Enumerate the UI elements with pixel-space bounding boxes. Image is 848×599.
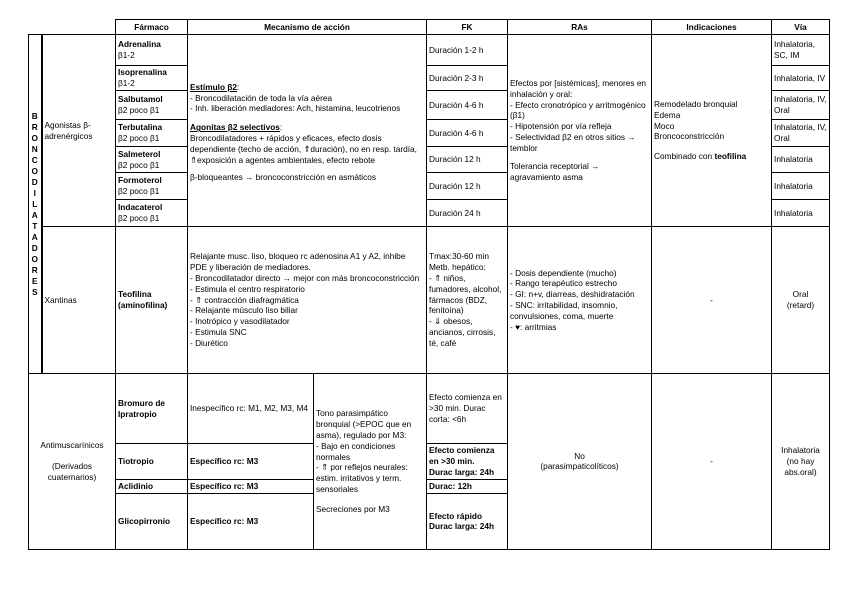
drug-terbutalina: Terbutalina β2 poco β1 bbox=[116, 120, 188, 147]
drug-teofilina: Teofilina (aminofilina) bbox=[116, 227, 188, 374]
aclidinio-mecanismo: Específico rc: M3 bbox=[188, 480, 314, 494]
header-farmaco: Fármaco bbox=[116, 20, 188, 35]
ipratropio-fk: Efecto comienza en >30 min. Durac corta: <6h bbox=[427, 374, 508, 444]
xantinas-label: Xantinas bbox=[42, 227, 116, 374]
xantinas-ras: - Dosis dependiente (mucho) - Rango terapéutico estrecho - GI: n+v, diarreas, deshidratación - SNC: irritabilidad, insomnio, convulsiones, coma, muerte - ♥: arritmias bbox=[508, 227, 652, 374]
via-indacaterol: Inhalatoria bbox=[772, 200, 830, 227]
xantinas-indicaciones: - bbox=[652, 227, 772, 374]
drug-adrenalina: Adrenalina β1-2 bbox=[116, 35, 188, 66]
fk-terbutalina: Duración 4-6 h bbox=[427, 120, 508, 147]
table-row bbox=[29, 227, 830, 374]
agonistas-ras: Efectos por [sistémicas], menores en inhalación y oral: - Efecto cronotrópico y arritmogénico (β1) - Hipotensión por vía refleja - Selectividad β2 en otros sitios → temblor Tolerancia receptorial → agravamiento asma bbox=[508, 35, 652, 227]
pharmacology-table bbox=[28, 19, 830, 550]
drug-ipratropio: Bromuro de Ipratropio bbox=[116, 374, 188, 444]
header-row bbox=[29, 20, 830, 35]
antimusc-tono: Tono parasimpático bronquial (>EPOC que en asma), regulado por M3: - Bajo en condiciones normales - ⇑ por reflejos neurales: estim. irritativos y term. sensoriales Secreciones por M3 bbox=[314, 374, 427, 550]
header-mecanismo: Mecanismo de acción bbox=[188, 20, 427, 35]
glicopirronio-mecanismo: Específico rc: M3 bbox=[188, 493, 314, 549]
drug-indacaterol: Indacaterol β2 poco β1 bbox=[116, 200, 188, 227]
via-salbutamol: Inhalatoria, IV, Oral bbox=[772, 91, 830, 120]
via-isoprenalina: Inhalatoria, IV bbox=[772, 66, 830, 91]
table-row bbox=[29, 35, 830, 66]
antimusc-indicaciones: - bbox=[652, 374, 772, 550]
ipratropio-mecanismo: Inespecífico rc: M1, M2, M3, M4 bbox=[188, 374, 314, 444]
agonistas-indicaciones: Remodelado bronquial Edema Moco Broncoconstricción Combinado con teofilina bbox=[652, 35, 772, 227]
drug-glicopirronio: Glicopirronio bbox=[116, 493, 188, 549]
drug-aclidinio: Aclidinio bbox=[116, 480, 188, 494]
fk-salmeterol: Duración 12 h bbox=[427, 147, 508, 173]
via-salmeterol: Inhalatoria bbox=[772, 147, 830, 173]
xantinas-mecanismo: Relajante musc. liso, bloqueo rc adenosina A1 y A2, inhibe PDE y liberación de mediadores. - Broncodilatador directo → mejor con más broncoconstricción - Estimula el centro respiratorio - ⇑ contracción diafragmática - Relajante músculo liso biliar - Inotrópico y vasodilatador - Estimula SNC - Diurético bbox=[188, 227, 427, 374]
glicopirronio-fk: Efecto rápido Durac larga: 24h bbox=[427, 493, 508, 549]
drug-salmeterol: Salmeterol β2 poco β1 bbox=[116, 147, 188, 173]
header-indicaciones: Indicaciones bbox=[652, 20, 772, 35]
via-terbutalina: Inhalatoria, IV, Oral bbox=[772, 120, 830, 147]
drug-isoprenalina: Isoprenalina β1-2 bbox=[116, 66, 188, 91]
agonistas-mecanismo: Estímulo β2: - Broncodilatación de toda la vía aérea - Inh. liberación mediadores: Ach, histamina, leucotrienos Agonitas β2 selectivos: Broncodilatadores + rápidos y eficaces, efecto dosis dependiente (techo de acción, ⇑duración), no en resp. tardía, ⇑exposición a agentes ambientales, efecto rebote β-bloqueantes → broncoconstricción en asmáticos bbox=[188, 35, 427, 227]
drug-salbutamol: Salbutamol β2 poco β1 bbox=[116, 91, 188, 120]
aclidinio-fk: Durac: 12h bbox=[427, 480, 508, 494]
xantinas-fk: Tmax:30-60 min Metb. hepático: - ⇑ niños, fumadores, alcohol, fármacos (BDZ, fenitoína) - ⇓ obesos, ancianos, cirrosis, té, café bbox=[427, 227, 508, 374]
via-formoterol: Inhalatoria bbox=[772, 173, 830, 200]
header-fk: FK bbox=[427, 20, 508, 35]
fk-adrenalina: Duración 1-2 h bbox=[427, 35, 508, 66]
table-row bbox=[29, 374, 830, 444]
agonistas-label: Agonistas β-adrenérgicos bbox=[42, 35, 116, 227]
header-via: Vía bbox=[772, 20, 830, 35]
antimuscarinicos-label: Antimuscarínicos (Derivados cuaternarios) bbox=[29, 374, 116, 550]
broncodilatadores-vertical-label: B R O N C O D I L A T A D O R E S bbox=[29, 35, 42, 374]
header-ras: RAs bbox=[508, 20, 652, 35]
antimusc-via: Inhalatoria (no hay abs.oral) bbox=[772, 374, 830, 550]
tiotropio-mecanismo: Específico rc: M3 bbox=[188, 444, 314, 480]
drug-tiotropio: Tiotropio bbox=[116, 444, 188, 480]
fk-salbutamol: Duración 4-6 h bbox=[427, 91, 508, 120]
via-adrenalina: Inhalatoria, SC, IM bbox=[772, 35, 830, 66]
xantinas-via: Oral (retard) bbox=[772, 227, 830, 374]
fk-formoterol: Duración 12 h bbox=[427, 173, 508, 200]
antimusc-ras: No (parasimpaticolíticos) bbox=[508, 374, 652, 550]
tiotropio-fk: Efecto comienza en >30 min. Durac larga: 24h bbox=[427, 444, 508, 480]
drug-formoterol: Formoterol β2 poco β1 bbox=[116, 173, 188, 200]
fk-indacaterol: Duración 24 h bbox=[427, 200, 508, 227]
fk-isoprenalina: Duración 2-3 h bbox=[427, 66, 508, 91]
